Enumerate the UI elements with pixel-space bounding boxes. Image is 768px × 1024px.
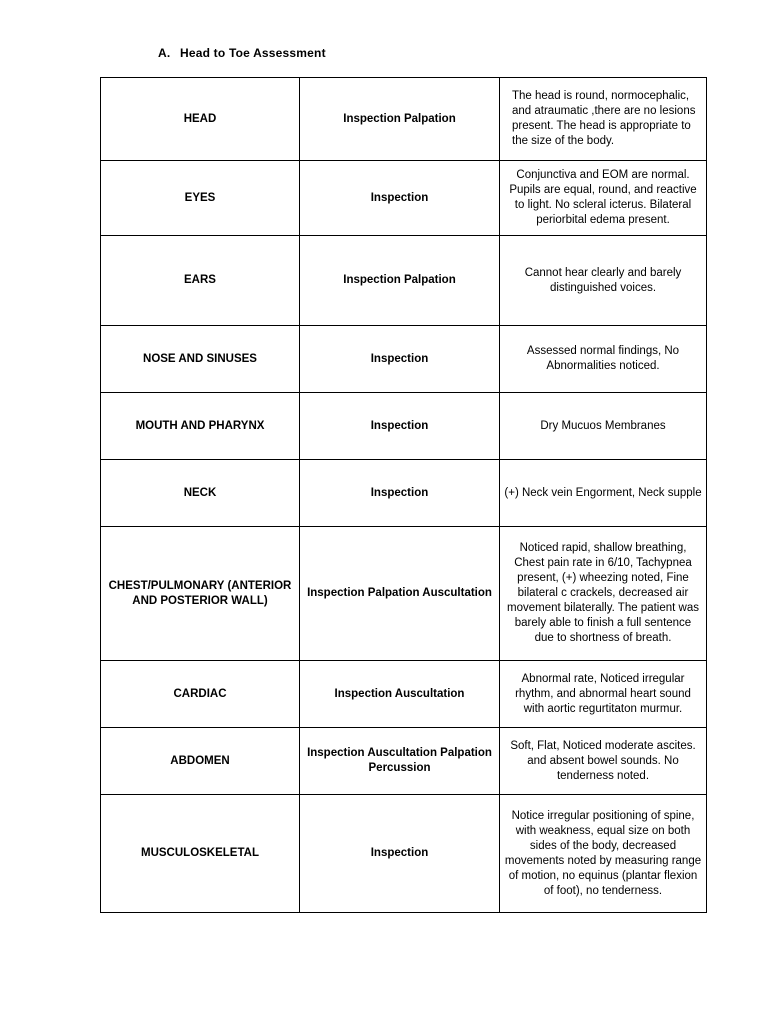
table-row bbox=[101, 78, 707, 161]
method-cell: Inspection Palpation bbox=[300, 236, 500, 326]
table-row bbox=[101, 728, 707, 795]
finding-cell: Notice irregular positioning of spine, with weakness, equal size on both sides of the body, decreased movements noted by measuring range of motion, no equinus (plantar flexion of foot), no tenderness. bbox=[500, 795, 707, 913]
finding-cell: Conjunctiva and EOM are normal. Pupils are equal, round, and reactive to light. No scleral icterus. Bilateral periorbital edema present. bbox=[500, 161, 707, 236]
finding-cell: Abnormal rate, Noticed irregular rhythm, and abnormal heart sound with aortic regurtitaton murmur. bbox=[500, 661, 707, 728]
finding-cell: Noticed rapid, shallow breathing, Chest pain rate in 6/10, Tachypnea present, (+) wheezing noted, Fine bilateral c crackels, decreased air movement bilaterally. The patient was barely able to finish a full sentence due to shortness of breath. bbox=[500, 527, 707, 661]
method-cell: Inspection Palpation Auscultation bbox=[300, 527, 500, 661]
body-area-cell: EYES bbox=[101, 161, 300, 236]
body-area-cell: NECK bbox=[101, 460, 300, 527]
section-letter: A. bbox=[158, 46, 171, 60]
method-cell: Inspection Auscultation bbox=[300, 661, 500, 728]
method-cell: Inspection bbox=[300, 326, 500, 393]
assessment-table bbox=[100, 77, 707, 913]
section-heading bbox=[158, 46, 326, 60]
method-cell: Inspection bbox=[300, 161, 500, 236]
table-row bbox=[101, 326, 707, 393]
body-area-cell: NOSE AND SINUSES bbox=[101, 326, 300, 393]
body-area-cell: CARDIAC bbox=[101, 661, 300, 728]
method-cell: Inspection Palpation bbox=[300, 78, 500, 161]
table-row bbox=[101, 661, 707, 728]
finding-cell: Dry Mucuos Membranes bbox=[500, 393, 707, 460]
table-row bbox=[101, 795, 707, 913]
table-row bbox=[101, 236, 707, 326]
method-cell: Inspection bbox=[300, 795, 500, 913]
body-area-cell: MOUTH AND PHARYNX bbox=[101, 393, 300, 460]
body-area-cell: ABDOMEN bbox=[101, 728, 300, 795]
method-cell: Inspection bbox=[300, 393, 500, 460]
finding-cell: Cannot hear clearly and barely distinguished voices. bbox=[500, 236, 707, 326]
table-row bbox=[101, 460, 707, 527]
table-row bbox=[101, 527, 707, 661]
body-area-cell: EARS bbox=[101, 236, 300, 326]
body-area-cell: HEAD bbox=[101, 78, 300, 161]
finding-cell: Assessed normal findings, No Abnormalities noticed. bbox=[500, 326, 707, 393]
finding-cell: (+) Neck vein Engorment, Neck supple bbox=[500, 460, 707, 527]
method-cell: Inspection Auscultation Palpation Percussion bbox=[300, 728, 500, 795]
finding-cell: The head is round, normocephalic, and atraumatic ,there are no lesions present. The head is appropriate to the size of the body. bbox=[500, 78, 707, 161]
table-row bbox=[101, 393, 707, 460]
body-area-cell: MUSCULOSKELETAL bbox=[101, 795, 300, 913]
body-area-cell: CHEST/PULMONARY (ANTERIOR AND POSTERIOR WALL) bbox=[101, 527, 300, 661]
method-cell: Inspection bbox=[300, 460, 500, 527]
section-title: Head to Toe Assessment bbox=[180, 46, 326, 60]
table-row bbox=[101, 161, 707, 236]
finding-cell: Soft, Flat, Noticed moderate ascites. and absent bowel sounds. No tenderness noted. bbox=[500, 728, 707, 795]
